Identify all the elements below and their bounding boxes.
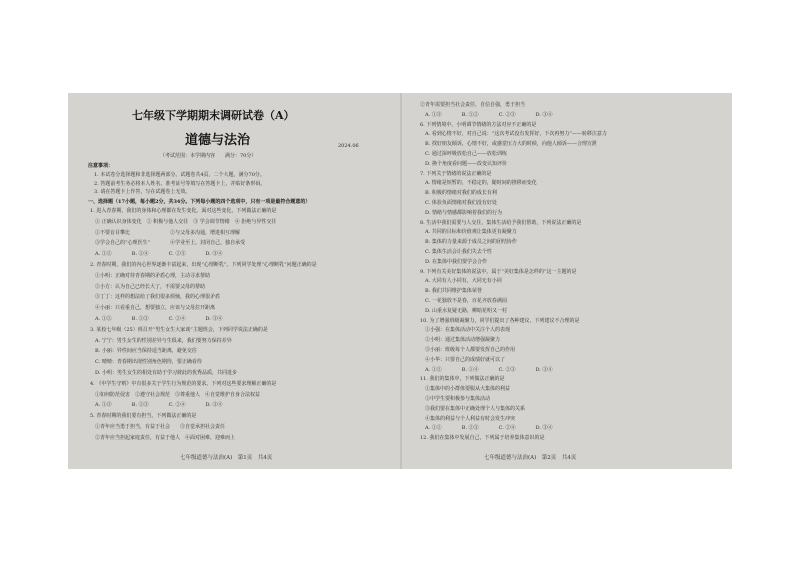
- exam-title: 七年级下学期期末调研试卷（A）: [132, 109, 295, 122]
- text-line: D. 山重水复疑无路，柳暗花明又一村: [420, 307, 508, 314]
- text-line: A. ①② B. ①③ C. ②④ D. ③④: [90, 316, 223, 322]
- text-line: D. 换个角度看问题——改变认知评价: [420, 160, 508, 167]
- text-line: A. 情绪是短暂的，不稳定的，随时间的推移而变化: [420, 180, 537, 187]
- text-line: A. ①② B. ①④ C. ②③ D. ③④: [90, 251, 223, 258]
- text-line: ①集体中的小群体要服从大集体的利益: [420, 386, 511, 393]
- text-line: ②青年需要担当社会责任，自信自强，勇于担当: [420, 102, 526, 108]
- page-1-footer: 七年级道德与法治(A) 第1页 共4页: [180, 455, 273, 461]
- text-line: A. ①② B. ②③ C. ②④ D. ③④: [420, 425, 553, 432]
- text-line: ③小丽：班级每个人都要发挥自己的作用: [420, 347, 516, 353]
- page-2-footer: 七年级道德与法治(A) 第2页 共4页: [484, 455, 577, 461]
- section-heading: 一、选择题（17小题，每小题2分，共34分。下列每小题的四个选项中，只有一项是最符合题意的）: [88, 199, 311, 205]
- exam-paper-photo: [68, 93, 732, 469]
- text-line: 2. 答题前考生务必将本人姓名、准考证号等填写在答题卡上，并贴好条形码。: [94, 180, 266, 187]
- text-line: A. 共同的目标和价值观让集体更有凝聚力: [420, 229, 517, 236]
- text-line: ②中学生要积极参与集体活动: [420, 396, 491, 402]
- text-line: 10. 为了增强班级凝聚力，同学们提出了各种建议，下列建议不合理的是: [420, 317, 580, 324]
- text-line: B. 小丽：异性间应当保持适当距离，避免交往: [90, 348, 197, 355]
- text-line: D. 情绪与情感都影响着我们的行为: [420, 209, 503, 216]
- text-line: ④集体的利益与个人利益有时会发生冲突: [420, 415, 516, 422]
- text-line: 7. 下列关于情绪的说法正确的是: [420, 170, 492, 177]
- text-line: ③丁丁：这样的想法给了我们很多烦恼，我的心理很矛盾: [90, 294, 221, 301]
- text-line: C. 体验负面情绪对我们没有好处: [420, 200, 497, 206]
- text-line: 5. 青春时期的我们要有担当，下列做法正确的是: [90, 413, 197, 420]
- text-line: ①青年应当勇于担当，有益于社会 ③自觉承担社会责任: [90, 424, 226, 430]
- page-2: [402, 93, 732, 469]
- text-line: 4. 《中学生守则》中有很多关于学生行为规范的要求。下列对这些要求理解正确的是: [90, 380, 277, 387]
- text-line: ②小方：认为自己已经长大了，不需要父母的帮助: [90, 283, 206, 290]
- exam-info: （考试范围：本学期内容 满分：70分）: [160, 153, 257, 159]
- text-line: ① 正确认识身体变化 ② 积极与他人交往 ③ 学会调节情绪 ④ 拒绝与异性交往: [90, 218, 277, 225]
- text-line: C. 集体生活会让我们失去个性: [420, 249, 492, 255]
- text-line: ①不要盲目攀比 ②与父母多沟通，增进相互理解: [90, 229, 241, 236]
- text-line: A. 宁宁：男生女生的性别差异与生俱来，我们要努力保持差异: [90, 337, 232, 344]
- text-line: ③我们要在集体中正确处理个人与集体的关系: [420, 405, 526, 412]
- text-line: B. 积极的情绪对我们的成长有利: [420, 190, 497, 197]
- text-line: 1. 进入青春期，我们的身体和心理都在发生变化。面对这些变化，下列做法正确的是: [90, 208, 277, 214]
- text-line: B. 集体的力量来源于成员之间的团结协作: [420, 239, 517, 246]
- text-line: D. 在集体中我们要学会合作: [420, 258, 488, 265]
- text-line: 2. 青春时期，我们的内心世界逐渐丰富起来，出现“心理断乳”。下列同学处理“心理断乳”问题正确的是: [90, 262, 317, 268]
- text-line: ②小明：通过集体活动增强凝聚力: [420, 337, 501, 344]
- text-line: C. 通过深呼吸放松自己——放松训练: [420, 151, 507, 157]
- text-line: ①小明：正确对待青春期的矛盾心理，主动寻求帮助: [90, 272, 211, 279]
- text-line: A. ①② B. ①④ C. ②③ D. ③④: [420, 366, 553, 373]
- text-line: 3. 某校七年级（25）班召开“男生女生大家谈”主题班会，下列同学说法正确的是: [90, 326, 268, 333]
- text-line: ③学会自己的“心理医生” ④学业至上，封闭自己，独自承受: [90, 240, 246, 247]
- text-line: ①如何防范侵害 ②遵守社会规范 ③尊重他人 ④自觉维护自身合法权益: [90, 391, 261, 398]
- text-line: B. 找好朋友倾诉，心情不好，或感觉压力大的时候，向他人倾诉——合理宣泄: [420, 141, 597, 148]
- text-line: ①小强：在集体活动中关注个人的表现: [420, 327, 511, 334]
- subject-title: 道德与法治: [185, 133, 251, 148]
- text-line: 9. 下列有关美好集体的说法中，属于“美好集体是怎样的”这一主题的是: [420, 268, 577, 275]
- text-line: C. 晴晴：青春期出现性别角色期待，要正确看待: [90, 359, 202, 366]
- text-line: A. ①③ B. ②③ C. ②④ D. ③④: [90, 402, 223, 409]
- text-line: 12. 我们在集体中发展自己，下列属于培养集体意识的是: [420, 435, 545, 442]
- text-line: ④小华：只要自己的成绩好就可以了: [420, 356, 506, 363]
- text-line: 1. 本试卷分选择题和非选择题两部分。试题卷共4页，二个大题，满分70分。: [94, 172, 265, 178]
- exam-date: 2024.06: [338, 143, 359, 149]
- text-line: 6. 下列情境中，小明调节情绪的方法对应不正确的是: [420, 121, 537, 128]
- text-line: ④小丽：只看重自己，想要独立，应该与父母拉开距离: [90, 305, 216, 312]
- text-line: C. 一花独放不是春，百花齐放春满园: [420, 298, 507, 304]
- text-line: 3. 请在答题卡上作答，写在试题卷上无效。: [94, 189, 191, 195]
- text-line: A. ①③ B. ①② C. ②③ D. ③④: [420, 111, 553, 118]
- text-line: D. 小明：男生女生的相处有助于学习彼此的优秀品质，共同进步: [90, 370, 238, 376]
- notes-heading: 注意事项：: [88, 163, 114, 169]
- text-line: 8. 生活中我们需要与人交往，集体生活给予我们帮助，下列说法正确的是: [420, 219, 582, 226]
- text-line: A. 大同有人小同有，大同无有小同: [420, 278, 502, 285]
- text-line: ②青年应当担起家庭责任，有益于他人 ④面对困难，迎难而上: [90, 434, 236, 441]
- page-1: [68, 93, 401, 469]
- text-line: 11. 我们的集体中，下列做法正确的是: [420, 376, 505, 383]
- text-line: B. 我们共同维护集体荣誉: [420, 288, 482, 295]
- text-line: A. 看到心情不好，对自己说：“这次考试没有发挥好，下次再努力”——转移注意力: [420, 131, 607, 138]
